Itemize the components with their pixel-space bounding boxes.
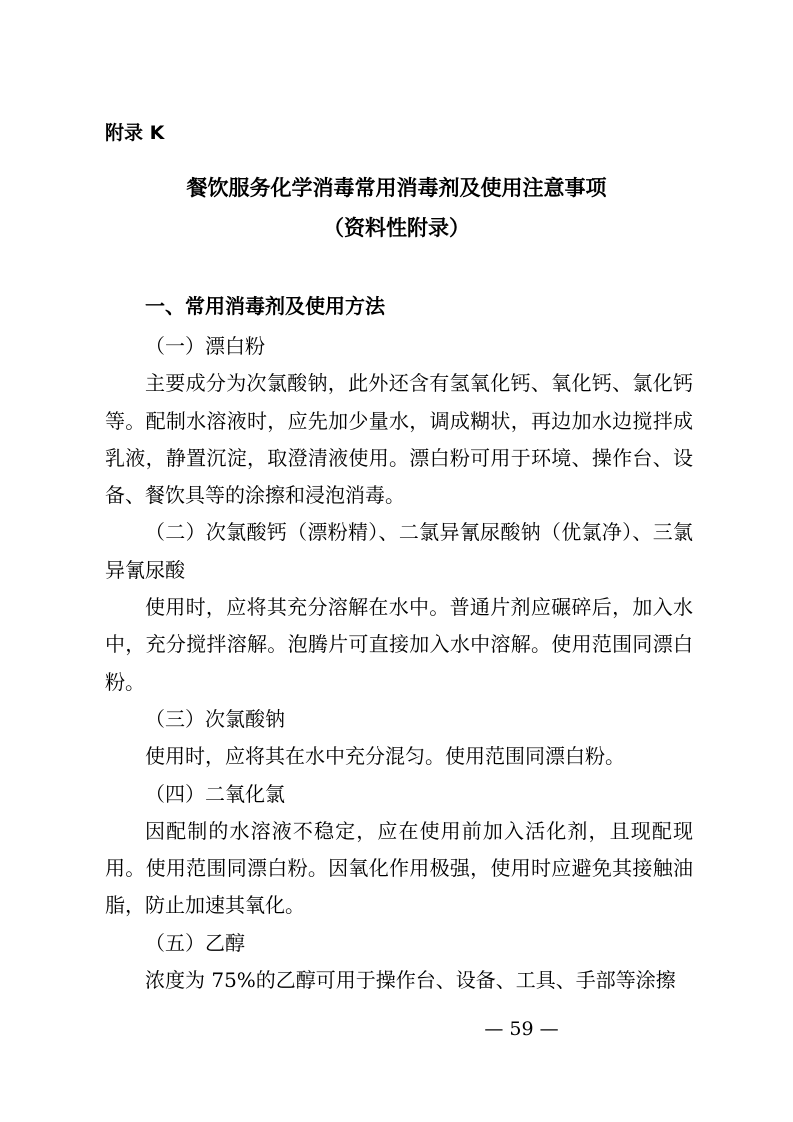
subheading-ethanol: （五）乙醇: [145, 930, 245, 955]
paragraph-sodium-hypochlorite: 使用时，应将其在水中充分混匀。使用范围同漂白粉。: [145, 744, 625, 769]
paragraph-calcium-hypochlorite: 使用时，应将其充分溶解在水中。普通片剂应碾碎后，加入水中，充分搅拌溶解。泡腾片可直接加入水中溶解。使用范围同漂白粉。: [105, 595, 693, 694]
subheading-bleaching-powder: （一）漂白粉: [145, 334, 265, 358]
paragraph-chlorine-dioxide: 因配制的水溶液不稳定，应在使用前加入活化剂，且现配现用。使用范围同漂白粉。因氧化作用极强，使用时应避免其接触油脂，防止加速其氧化。: [105, 818, 693, 918]
document-title: 餐饮服务化学消毒常用消毒剂及使用注意事项: [186, 176, 607, 200]
subheading-sodium-hypochlorite: （三）次氯酸钠: [145, 706, 285, 731]
subheading-chlorine-dioxide: （四）二氧化氯: [145, 781, 285, 806]
page-number: — 59 —: [484, 1018, 559, 1040]
appendix-label: 附录 K: [105, 122, 165, 144]
body-text: [105, 328, 693, 999]
document-subtitle: （资料性附录）: [323, 216, 470, 240]
paragraph-ethanol: 浓度为 75%的乙醇可用于操作台、设备、工具、手部等涂擦: [145, 968, 676, 993]
section-heading: 一、常用消毒剂及使用方法: [145, 294, 385, 318]
subheading-calcium-hypochlorite: （二）次氯酸钙（漂粉精）、二氯异氰尿酸钠（优氯净）、三氯异氰尿酸: [105, 520, 693, 582]
paragraph-bleaching-powder: 主要成分为次氯酸钠，此外还含有氢氧化钙、氧化钙、氯化钙等。配制水溶液时，应先加少量水，调成糊状，再边加水边搅拌成乳液，静置沉淀，取澄清液使用。漂白粉可用于环境、操作台、设备、餐饮具等的涂擦和浸泡消毒。: [105, 371, 693, 508]
